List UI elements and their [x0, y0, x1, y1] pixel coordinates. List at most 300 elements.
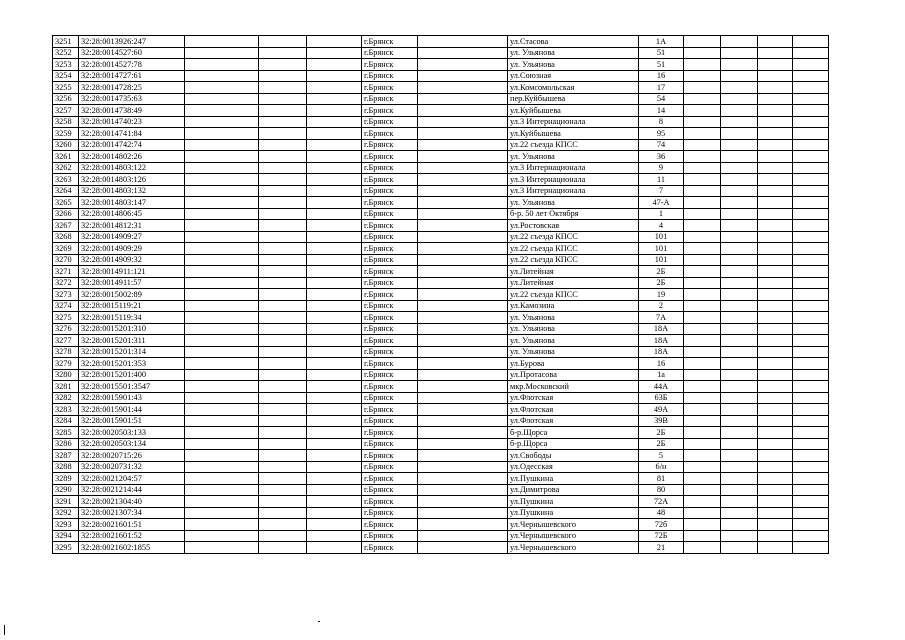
empty-cell	[793, 404, 829, 416]
empty-cell	[259, 36, 307, 48]
empty-cell	[684, 312, 721, 324]
empty-cell	[793, 461, 829, 473]
street: ул.Пушкина	[508, 496, 639, 508]
row-number: 3260	[53, 139, 79, 151]
street: ул.Димитрова	[508, 484, 639, 496]
empty-cell	[259, 461, 307, 473]
empty-cell	[721, 105, 758, 117]
table-row	[53, 415, 829, 427]
empty-cell	[758, 47, 793, 59]
empty-cell	[259, 197, 307, 209]
empty-cell	[758, 507, 793, 519]
empty-cell	[684, 427, 721, 439]
row-number: 3253	[53, 59, 79, 71]
empty-cell	[185, 496, 259, 508]
cadastral-number: 32:28:0021601:51	[79, 519, 185, 531]
house-number: 1А	[639, 36, 684, 48]
empty-cell	[307, 542, 362, 554]
street: ул.Свободы	[508, 450, 639, 462]
empty-cell	[721, 392, 758, 404]
street: ул. Ульянова	[508, 151, 639, 163]
empty-cell	[721, 185, 758, 197]
empty-cell	[259, 289, 307, 301]
empty-cell	[684, 473, 721, 485]
empty-cell	[721, 312, 758, 324]
empty-cell	[185, 381, 259, 393]
street: ул. Ульянова	[508, 59, 639, 71]
street: ул.Ростовская	[508, 220, 639, 232]
house-number: 48	[639, 507, 684, 519]
empty-cell	[307, 151, 362, 163]
empty-cell	[793, 519, 829, 531]
city: г.Брянск	[362, 404, 418, 416]
cadastral-number: 32:28:0020503:134	[79, 438, 185, 450]
empty-cell	[758, 496, 793, 508]
cadastral-number: 32:28:0014909:27	[79, 231, 185, 243]
street: ул.Литейная	[508, 277, 639, 289]
cadastral-number: 32:28:0020715:26	[79, 450, 185, 462]
empty-cell	[185, 507, 259, 519]
table-row	[53, 496, 829, 508]
empty-cell	[418, 266, 508, 278]
empty-cell	[684, 151, 721, 163]
cadastral-number: 32:28:0014803:147	[79, 197, 185, 209]
table-row	[53, 105, 829, 117]
empty-cell	[721, 461, 758, 473]
row-number: 3292	[53, 507, 79, 519]
empty-cell	[721, 47, 758, 59]
row-number: 3291	[53, 496, 79, 508]
table-row	[53, 369, 829, 381]
house-number: 80	[639, 484, 684, 496]
city: г.Брянск	[362, 450, 418, 462]
table-row	[53, 404, 829, 416]
cadastral-number: 32:28:0014812:31	[79, 220, 185, 232]
table-row	[53, 381, 829, 393]
empty-cell	[684, 346, 721, 358]
cadastral-number: 32:28:0021204:57	[79, 473, 185, 485]
empty-cell	[185, 484, 259, 496]
row-number: 3270	[53, 254, 79, 266]
empty-cell	[721, 335, 758, 347]
table-row	[53, 162, 829, 174]
table-row	[53, 185, 829, 197]
table-row	[53, 59, 829, 71]
row-number: 3277	[53, 335, 79, 347]
empty-cell	[758, 335, 793, 347]
house-number: 101	[639, 231, 684, 243]
row-number: 3255	[53, 82, 79, 94]
empty-cell	[758, 254, 793, 266]
empty-cell	[721, 220, 758, 232]
empty-cell	[418, 139, 508, 151]
empty-cell	[684, 358, 721, 370]
empty-cell	[418, 346, 508, 358]
empty-cell	[793, 381, 829, 393]
empty-cell	[793, 530, 829, 542]
street: ул.22 съезда КПСС	[508, 139, 639, 151]
street: ул.Литейная	[508, 266, 639, 278]
empty-cell	[418, 450, 508, 462]
empty-cell	[758, 289, 793, 301]
row-number: 3282	[53, 392, 79, 404]
empty-cell	[793, 139, 829, 151]
table-row	[53, 312, 829, 324]
street: ул.Пушкина	[508, 473, 639, 485]
house-number: 16	[639, 70, 684, 82]
empty-cell	[684, 530, 721, 542]
empty-cell	[307, 231, 362, 243]
empty-cell	[185, 220, 259, 232]
table-row	[53, 70, 829, 82]
empty-cell	[721, 496, 758, 508]
empty-cell	[684, 139, 721, 151]
empty-cell	[418, 415, 508, 427]
empty-cell	[259, 220, 307, 232]
empty-cell	[793, 266, 829, 278]
empty-cell	[758, 185, 793, 197]
empty-cell	[259, 231, 307, 243]
street: б-р.Щорса	[508, 438, 639, 450]
street: ул.Бурова	[508, 358, 639, 370]
empty-cell	[684, 507, 721, 519]
table-row	[53, 358, 829, 370]
row-number: 3266	[53, 208, 79, 220]
empty-cell	[684, 277, 721, 289]
empty-cell	[185, 369, 259, 381]
empty-cell	[721, 542, 758, 554]
empty-cell	[793, 220, 829, 232]
cadastral-number: 32:28:0014728:25	[79, 82, 185, 94]
empty-cell	[758, 519, 793, 531]
table-row	[53, 47, 829, 59]
empty-cell	[721, 59, 758, 71]
empty-cell	[185, 243, 259, 255]
house-number: 17	[639, 82, 684, 94]
empty-cell	[758, 197, 793, 209]
empty-cell	[418, 473, 508, 485]
empty-cell	[721, 162, 758, 174]
empty-cell	[418, 507, 508, 519]
street: б-р. 50 лет Октября	[508, 208, 639, 220]
empty-cell	[418, 105, 508, 117]
empty-cell	[758, 105, 793, 117]
empty-cell	[307, 197, 362, 209]
empty-cell	[758, 542, 793, 554]
empty-cell	[185, 93, 259, 105]
house-number: 7А	[639, 312, 684, 324]
cadastral-number: 32:28:0014527:60	[79, 47, 185, 59]
row-number: 3251	[53, 36, 79, 48]
empty-cell	[418, 277, 508, 289]
empty-cell	[185, 82, 259, 94]
empty-cell	[185, 358, 259, 370]
empty-cell	[758, 381, 793, 393]
empty-cell	[793, 185, 829, 197]
house-number: 18А	[639, 335, 684, 347]
empty-cell	[758, 93, 793, 105]
street: пер.Куйбышева	[508, 93, 639, 105]
street: ул.22 съезда КПСС	[508, 231, 639, 243]
empty-cell	[721, 277, 758, 289]
empty-cell	[793, 197, 829, 209]
city: г.Брянск	[362, 116, 418, 128]
empty-cell	[185, 427, 259, 439]
empty-cell	[684, 185, 721, 197]
row-number: 3265	[53, 197, 79, 209]
empty-cell	[684, 59, 721, 71]
empty-cell	[185, 323, 259, 335]
empty-cell	[684, 266, 721, 278]
empty-cell	[793, 36, 829, 48]
empty-cell	[721, 151, 758, 163]
empty-cell	[758, 358, 793, 370]
house-number: 51	[639, 47, 684, 59]
house-number: 2Б	[639, 427, 684, 439]
empty-cell	[418, 461, 508, 473]
empty-cell	[684, 105, 721, 117]
empty-cell	[259, 404, 307, 416]
empty-cell	[259, 312, 307, 324]
cadastral-number: 32:28:0014803:122	[79, 162, 185, 174]
city: г.Брянск	[362, 312, 418, 324]
empty-cell	[418, 208, 508, 220]
empty-cell	[684, 197, 721, 209]
empty-cell	[721, 300, 758, 312]
street: ул.3 Интернационала	[508, 174, 639, 186]
property-register-table	[52, 35, 829, 554]
empty-cell	[684, 82, 721, 94]
table-row	[53, 243, 829, 255]
empty-cell	[721, 254, 758, 266]
empty-cell	[185, 346, 259, 358]
empty-cell	[307, 208, 362, 220]
empty-cell	[721, 93, 758, 105]
row-number: 3259	[53, 128, 79, 140]
empty-cell	[259, 473, 307, 485]
empty-cell	[418, 59, 508, 71]
empty-cell	[684, 47, 721, 59]
empty-cell	[684, 208, 721, 220]
empty-cell	[259, 277, 307, 289]
empty-cell	[684, 335, 721, 347]
empty-cell	[793, 82, 829, 94]
city: г.Брянск	[362, 427, 418, 439]
house-number: 7	[639, 185, 684, 197]
city: г.Брянск	[362, 59, 418, 71]
cadastral-number: 32:28:0014803:132	[79, 185, 185, 197]
empty-cell	[259, 346, 307, 358]
house-number: 2Б	[639, 438, 684, 450]
table-row	[53, 473, 829, 485]
house-number: 72б	[639, 519, 684, 531]
row-number: 3267	[53, 220, 79, 232]
empty-cell	[684, 162, 721, 174]
city: г.Брянск	[362, 277, 418, 289]
empty-cell	[684, 116, 721, 128]
empty-cell	[721, 128, 758, 140]
city: г.Брянск	[362, 151, 418, 163]
empty-cell	[185, 47, 259, 59]
empty-cell	[684, 392, 721, 404]
empty-cell	[793, 128, 829, 140]
table-row	[53, 254, 829, 266]
empty-cell	[793, 174, 829, 186]
empty-cell	[793, 415, 829, 427]
empty-cell	[684, 404, 721, 416]
empty-cell	[259, 208, 307, 220]
empty-cell	[185, 105, 259, 117]
empty-cell	[721, 36, 758, 48]
empty-cell	[185, 116, 259, 128]
empty-cell	[259, 151, 307, 163]
cadastral-number: 32:28:0020731:32	[79, 461, 185, 473]
empty-cell	[307, 300, 362, 312]
row-number: 3280	[53, 369, 79, 381]
empty-cell	[793, 507, 829, 519]
table-row	[53, 484, 829, 496]
cadastral-number: 32:28:0021304:40	[79, 496, 185, 508]
empty-cell	[418, 116, 508, 128]
street: мкр.Московский	[508, 381, 639, 393]
empty-cell	[307, 254, 362, 266]
empty-cell	[185, 162, 259, 174]
empty-cell	[793, 496, 829, 508]
city: г.Брянск	[362, 162, 418, 174]
street: ул. Ульянова	[508, 323, 639, 335]
cadastral-number: 32:28:0015201:310	[79, 323, 185, 335]
empty-cell	[758, 151, 793, 163]
empty-cell	[758, 243, 793, 255]
city: г.Брянск	[362, 128, 418, 140]
empty-cell	[793, 346, 829, 358]
city: г.Брянск	[362, 392, 418, 404]
empty-cell	[418, 519, 508, 531]
empty-cell	[418, 381, 508, 393]
empty-cell	[758, 300, 793, 312]
empty-cell	[307, 323, 362, 335]
row-number: 3254	[53, 70, 79, 82]
empty-cell	[259, 392, 307, 404]
table-row	[53, 128, 829, 140]
row-number: 3256	[53, 93, 79, 105]
empty-cell	[307, 473, 362, 485]
cadastral-number: 32:28:0014909:32	[79, 254, 185, 266]
empty-cell	[418, 358, 508, 370]
house-number: 63Б	[639, 392, 684, 404]
empty-cell	[721, 530, 758, 542]
city: г.Брянск	[362, 496, 418, 508]
empty-cell	[758, 139, 793, 151]
empty-cell	[418, 174, 508, 186]
empty-cell	[758, 438, 793, 450]
cadastral-number: 32:28:0015201:311	[79, 335, 185, 347]
row-number: 3284	[53, 415, 79, 427]
empty-cell	[418, 82, 508, 94]
empty-cell	[758, 369, 793, 381]
table-row	[53, 450, 829, 462]
empty-cell	[307, 289, 362, 301]
empty-cell	[259, 128, 307, 140]
empty-cell	[793, 116, 829, 128]
empty-cell	[758, 208, 793, 220]
empty-cell	[185, 70, 259, 82]
city: г.Брянск	[362, 335, 418, 347]
empty-cell	[793, 208, 829, 220]
empty-cell	[185, 542, 259, 554]
city: г.Брянск	[362, 484, 418, 496]
house-number: 72А	[639, 496, 684, 508]
empty-cell	[721, 346, 758, 358]
empty-cell	[185, 231, 259, 243]
cadastral-number: 32:28:0020503:133	[79, 427, 185, 439]
empty-cell	[307, 70, 362, 82]
cadastral-number: 32:28:0015901:44	[79, 404, 185, 416]
row-number: 3294	[53, 530, 79, 542]
empty-cell	[418, 404, 508, 416]
empty-cell	[793, 93, 829, 105]
empty-cell	[307, 277, 362, 289]
row-number: 3273	[53, 289, 79, 301]
street: ул.Флотская	[508, 404, 639, 416]
table-row	[53, 438, 829, 450]
city: г.Брянск	[362, 243, 418, 255]
table-row	[53, 300, 829, 312]
empty-cell	[418, 128, 508, 140]
empty-cell	[307, 450, 362, 462]
empty-cell	[793, 392, 829, 404]
empty-cell	[185, 519, 259, 531]
empty-cell	[793, 312, 829, 324]
empty-cell	[259, 266, 307, 278]
city: г.Брянск	[362, 254, 418, 266]
empty-cell	[185, 185, 259, 197]
house-number: 5	[639, 450, 684, 462]
empty-cell	[684, 519, 721, 531]
table-row	[53, 427, 829, 439]
empty-cell	[758, 473, 793, 485]
street: ул.3 Интернационала	[508, 116, 639, 128]
cadastral-number: 32:28:0014727:61	[79, 70, 185, 82]
empty-cell	[259, 254, 307, 266]
table-row	[53, 507, 829, 519]
street: ул.Куйбышева	[508, 128, 639, 140]
empty-cell	[418, 323, 508, 335]
empty-cell	[721, 197, 758, 209]
city: г.Брянск	[362, 220, 418, 232]
row-number: 3258	[53, 116, 79, 128]
empty-cell	[793, 542, 829, 554]
cadastral-number: 32:28:0014742:74	[79, 139, 185, 151]
house-number: 14	[639, 105, 684, 117]
street: ул.Чернышевского	[508, 519, 639, 531]
row-number: 3283	[53, 404, 79, 416]
city: г.Брянск	[362, 185, 418, 197]
empty-cell	[758, 530, 793, 542]
cadastral-number: 32:28:0021214:44	[79, 484, 185, 496]
empty-cell	[185, 335, 259, 347]
empty-cell	[259, 116, 307, 128]
empty-cell	[418, 484, 508, 496]
house-number: 81	[639, 473, 684, 485]
empty-cell	[721, 208, 758, 220]
house-number: 19	[639, 289, 684, 301]
street: ул.Камозина	[508, 300, 639, 312]
empty-cell	[418, 231, 508, 243]
city: г.Брянск	[362, 438, 418, 450]
empty-cell	[307, 93, 362, 105]
empty-cell	[185, 415, 259, 427]
